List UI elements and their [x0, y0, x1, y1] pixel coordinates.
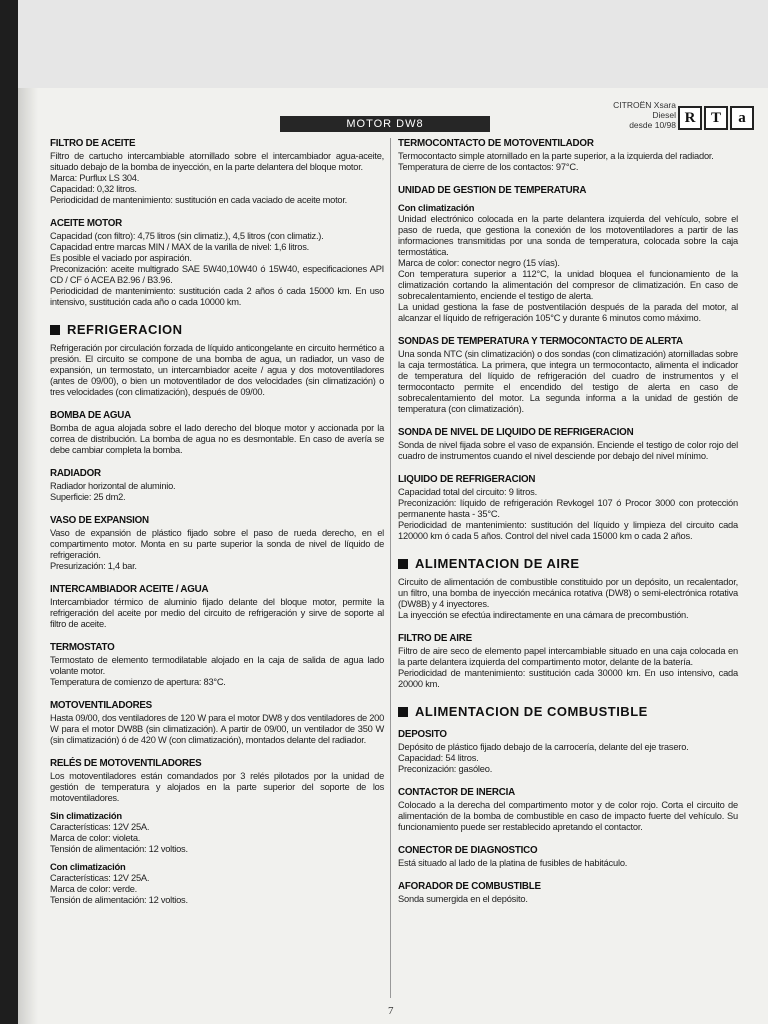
text-sonda-nivel: Sonda de nivel fijada sobre el vaso de expansión. Enciende el testigo de color rojo del cuadro de instrumentos cuando el nivel desciende por debajo del nivel mínimo.: [398, 440, 738, 461]
background-top: [0, 0, 768, 90]
vehicle-engine: Diesel: [652, 110, 676, 120]
text-sin-climatizacion: Características: 12V 25A. Marca de color: violeta. Tensión de alimentación: 12 voltios.: [50, 822, 188, 854]
heading-bomba-agua: BOMBA DE AGUA: [50, 410, 131, 421]
subheading-unidad-con-climatizacion: Con climatización: [398, 202, 475, 213]
text-motoventiladores: Hasta 09/00, dos ventiladores de 120 W para el motor DW8 y dos ventiladores de 200 W para el motor DW8B (sin climatización). A partir de 09/00, un ventilador de 350 W (sin climatización) ó de 420 W (con climatización), montados delante del radiador.: [50, 713, 385, 745]
heading-conector: CONECTOR DE DIAGNOSTICO: [398, 845, 538, 856]
vehicle-since: desde 10/98: [629, 120, 676, 130]
heading-termocontacto: TERMOCONTACTO DE MOTOVENTILADOR: [398, 138, 594, 149]
text-radiador: Radiador horizontal de aluminio. Superficie: 25 dm2.: [50, 481, 176, 502]
text-termostato: Termostato de elemento termodilatable alojado en la caja de salida de agua lado volante motor. Temperatura de comienzo de apertura: 83°C.: [50, 655, 384, 687]
logo-letter-t: T: [704, 106, 728, 130]
text-vaso-expansion: Vaso de expansión de plástico fijado sobre el paso de rueda derecho, en el compartimento motor. Monta en su parte superior la sonda de nivel de líquido de refrigeración. Presurización: 1,4 bar.: [50, 528, 384, 571]
logo-letter-r: R: [678, 106, 702, 130]
section-refrigeracion: [50, 324, 384, 335]
heading-reles: RELÉS DE MOTOVENTILADORES: [50, 758, 202, 769]
heading-unidad-gestion: UNIDAD DE GESTION DE TEMPERATURA: [398, 185, 587, 196]
text-reles: Los motoventiladores están comandados por 3 relés pilotados por la unidad de gestión de temperatura y alojados en la parte superior del soporte de los motoventiladores.: [50, 771, 384, 803]
text-liquido: Capacidad total del circuito: 9 litros. Preconización: líquido de refrigeración Revkogel 107 ó Procor 3000 con protección permanente hasta - 35°C. Periodicidad de mantenimiento: sustitución del líquido y limpieza del circuito cada 120000 km ó cada 5 años. Control del nivel cada 15000 km o cada 2 años.: [398, 487, 738, 541]
logo-letter-a: a: [730, 106, 754, 130]
book-spine: [0, 0, 18, 1024]
vehicle-model: CITROËN Xsara: [613, 100, 676, 110]
heading-contactor: CONTACTOR DE INERCIA: [398, 787, 516, 798]
text-unidad-gestion: Unidad electrónico colocada en la parte delantera izquierda del vehículo, sobre el paso de rueda, que gestiona la conexión de los motoventiladores a partir de las informaciones transmitidas por una sonda de temperatura, colocada sobre la caja termostática. Marca de color: conector negro (15 vías). Con temperatura superior a 112°C, la unidad bloquea el funcionamiento de la climatización cortando la alimentación del compresor de climatización. En caso de sobrecalentamiento, enciende el testigo de alerta. La unidad gestiona la fase de postventilación después de la parada del motor, al alcanzar el líquido de refrigeración 105°C y durante 6 minutos como máximo.: [398, 214, 738, 323]
text-aceite-motor: Capacidad (con filtro): 4,75 litros (sin climatiz.), 4,5 litros (con climatiz.). Capacidad entre marcas MIN / MAX de la varilla de nivel: 1,6 litros. Es posible el vaciado por aspiración. Preconización: aceite multigrado SAE 5W40,10W40 ó 15W40, especificaciones API CD / CF ó ACEA B2.96 / B3.96. Periodicidad de mantenimiento: sustitución cada 2 años ó cada 15000 km. En uso intensivo, sustitución cada año o cada 10000 km.: [50, 231, 384, 307]
section-title-bar: MOTOR DW8: [280, 116, 490, 132]
text-refrigeracion: Refrigeración por circulación forzada de líquido anticongelante en circuito hermético a presión. El circuito se compone de una bomba de agua, un radiador, un vaso de expansión, un termostato, un intercambiador aceite / agua y dos motoventiladores (antes de 09/00), o bien un motoventilador de dos velocidades (sin climatización) o tres velocidades (con climatización), después de 09/00.: [50, 343, 384, 397]
column-divider: [390, 138, 391, 998]
text-deposito: Depósito de plástico fijado debajo de la carrocería, delante del eje trasero. Capacidad: 54 litros. Preconización: gasóleo.: [398, 742, 689, 774]
section-alimentacion-combustible-label: ALIMENTACION DE COMBUSTIBLE: [415, 704, 648, 719]
page-number: 7: [388, 1005, 394, 1017]
square-bullet-icon: [398, 559, 408, 569]
subheading-sin-climatizacion: Sin climatización: [50, 810, 122, 821]
text-bomba-agua: Bomba de agua alojada sobre el lado derecho del bloque motor y accionada por la correa de distribución. La bomba de agua no es desmontable. En caso de avería se debe cambiar completa la bomba.: [50, 423, 384, 455]
heading-liquido: LIQUIDO DE REFRIGERACION: [398, 474, 536, 485]
section-refrigeracion-label: REFRIGERACION: [67, 322, 183, 337]
text-sondas: Una sonda NTC (sin climatización) o dos sondas (con climatización) atornilladas sobre la caja termostática. La primera, que integra un termocontacto, alimenta el indicador de temperatura del líquido de refrigeración del cuadro de instrumentos y el termocontacto permite el encendido del testigo de alerta en caso de sobrecalentamiento del motor. La segunda informa a la unidad de gestión de temperatura (con climatización).: [398, 349, 738, 414]
right-column: [398, 138, 738, 905]
heading-sondas: SONDAS DE TEMPERATURA Y TERMOCONTACTO DE ALERTA: [398, 336, 683, 347]
heading-filtro-aceite: FILTRO DE ACEITE: [50, 138, 136, 149]
section-alimentacion-combustible: [398, 706, 738, 717]
text-con-climatizacion: Características: 12V 25A. Marca de color: verde. Tensión de alimentación: 12 voltios.: [50, 873, 188, 905]
heading-intercambiador: INTERCAMBIADOR ACEITE / AGUA: [50, 584, 209, 595]
heading-termostato: TERMOSTATO: [50, 642, 115, 653]
subheading-con-climatizacion: Con climatización: [50, 861, 126, 872]
section-alimentacion-aire-label: ALIMENTACION DE AIRE: [415, 556, 580, 571]
vehicle-info: [576, 100, 676, 130]
text-intercambiador: Intercambiador térmico de aluminio fijado delante del bloque motor, permite la refrigeración del aceite por medio del circuito de refrigeración y sirve de soporte al filtro de aceite.: [50, 597, 384, 629]
heading-radiador: RADIADOR: [50, 468, 101, 479]
text-termocontacto: Termocontacto simple atornillado en la parte superior, a la izquierda del radiador. Temperatura de cierre de los contactos: 97°C.: [398, 151, 714, 172]
heading-aforador: AFORADOR DE COMBUSTIBLE: [398, 881, 541, 892]
text-filtro-aceite: Filtro de cartucho intercambiable atornillado sobre el intercambiador agua-aceite, situado debajo de la bomba de inyección, en la parte delantera del bloque motor. Marca: Purflux LS 304. Capacidad: 0,32 litros. Periodicidad de mantenimiento: sustitución en cada vaciado de aceite motor.: [50, 151, 384, 205]
text-conector: Está situado al lado de la platina de fusibles de habitáculo.: [398, 858, 628, 868]
square-bullet-icon: [398, 707, 408, 717]
heading-vaso-expansion: VASO DE EXPANSION: [50, 515, 149, 526]
text-contactor: Colocado a la derecha del compartimento motor y de color rojo. Corta el circuito de alimentación de la bomba de combustible en caso de impacto fuerte del vehículo. Su funcionamiento puede ser restablecido apretando el contactor.: [398, 800, 738, 832]
manual-page: [18, 88, 768, 1024]
gutter-shadow: [18, 88, 38, 1024]
section-alimentacion-aire: [398, 558, 738, 569]
heading-filtro-aire: FILTRO DE AIRE: [398, 633, 472, 644]
text-aforador: Sonda sumergida en el depósito.: [398, 894, 528, 904]
rta-logo: [678, 106, 754, 130]
heading-motoventiladores: MOTOVENTILADORES: [50, 700, 152, 711]
square-bullet-icon: [50, 325, 60, 335]
heading-sonda-nivel: SONDA DE NIVEL DE LIQUIDO DE REFRIGERACION: [398, 427, 634, 438]
heading-deposito: DEPOSITO: [398, 729, 447, 740]
text-filtro-aire: Filtro de aire seco de elemento papel intercambiable situado en una caja colocada en la parte delantera izquierda del compartimento motor, delante de la batería. Periodicidad de mantenimiento: sustitución cada 30000 km. En uso intensivo, cada 20000 km.: [398, 646, 738, 689]
left-column: [50, 138, 384, 906]
text-alimentacion-aire: Circuito de alimentación de combustible constituido por un depósito, un recalentador, un filtro, una bomba de inyección mecánica rotativa (DW8) o semi-electrónica rotativa (DW8B) y 4 inyectores. La inyección se efectúa indirectamente en una cámara de precombustión.: [398, 577, 738, 620]
heading-aceite-motor: ACEITE MOTOR: [50, 218, 122, 229]
